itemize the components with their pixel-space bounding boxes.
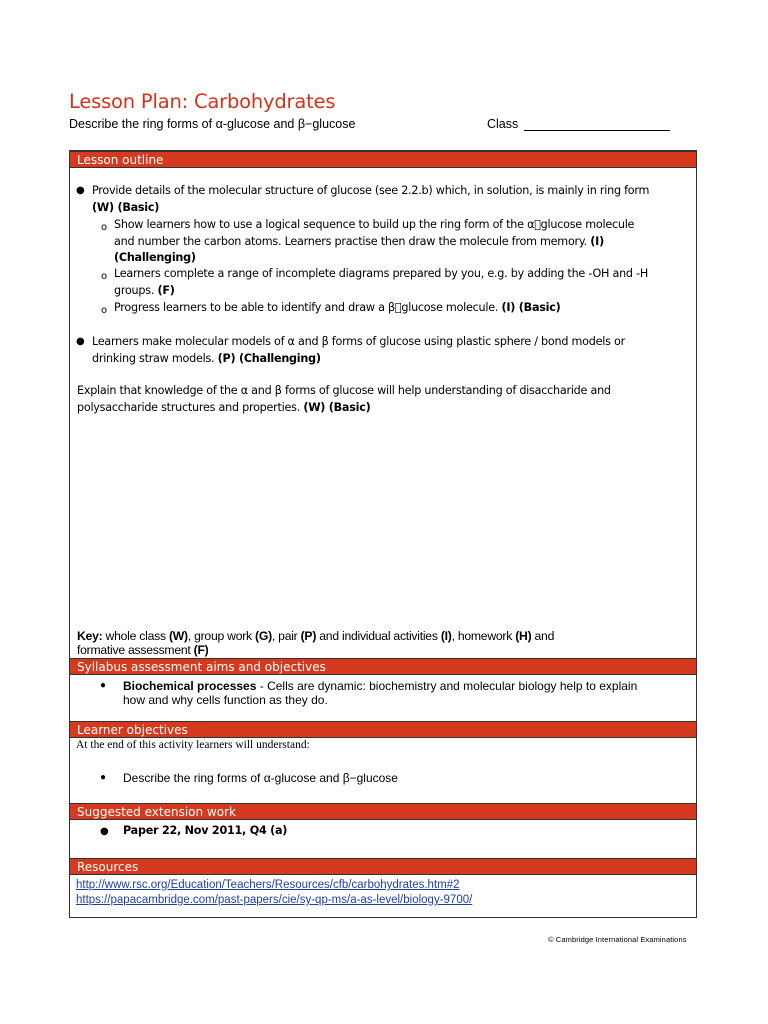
lesson-subtitle: Describe the ring forms of α-glucose and β−glucose (69, 117, 356, 131)
lesson-plan-table (69, 150, 697, 918)
outline-sub-2: Learners complete a range of incomplete diagrams prepared by you, e.g. by adding the -OH and -H groups. (F) (114, 267, 649, 297)
circle-bullet-icon: o (101, 305, 107, 316)
objectives-intro: At the end of this activity learners will understand: (76, 739, 310, 751)
lesson-outline-heading: Lesson outline (70, 151, 696, 168)
extension-body (70, 820, 696, 856)
bullet-icon: ● (100, 826, 109, 837)
bullet-icon: ● (100, 680, 107, 691)
syllabus-body (70, 675, 696, 720)
activity-key: Key: whole class (W), group work (G), pair (P) and individual activities (I), homework (H) and formative assessment (F) (77, 629, 555, 657)
page-title: Lesson Plan: Carbohydrates (69, 90, 336, 113)
class-input-line[interactable] (524, 130, 670, 131)
resource-link-papacambridge[interactable]: https://papacambridge.com/past-papers/cie/sy-qp-ms/a-as-level/biology-9700/ (76, 894, 473, 906)
outline-sub-1: Show learners how to use a logical sequence to build up the ring form of the α glucose molecule and number the carbon atoms. Learners practise then draw the molecule from memory. (I) (Challenging) (114, 218, 635, 264)
copyright-footer: © Cambridge International Examinations (548, 935, 687, 944)
objective-item: Describe the ring forms of α-glucose and β−glucose (123, 771, 398, 785)
learner-objectives-body (70, 738, 696, 802)
extension-heading: Suggested extension work (70, 803, 696, 820)
bullet-icon: ● (76, 185, 85, 196)
lesson-outline-body (70, 168, 696, 658)
resources-heading: Resources (70, 858, 696, 875)
outline-sub-3: Progress learners to be able to identify and draw a β glucose molecule. (I) (Basic) (114, 301, 561, 314)
syllabus-heading: Syllabus assessment aims and objectives (70, 658, 696, 675)
outline-bullet-2: Learners make molecular models of α and β forms of glucose using plastic sphere / bond models or drinking straw models. (P) (Challenging) (92, 335, 625, 365)
circle-bullet-icon: o (101, 222, 107, 233)
bullet-icon: ● (76, 336, 85, 347)
bullet-icon: ● (100, 772, 107, 783)
resources-body (70, 875, 696, 917)
outline-paragraph: Explain that knowledge of the α and β forms of glucose will help understanding of disaccharide and polysaccharide structures and properties. (W) (Basic) (77, 384, 611, 414)
resource-link-rsc[interactable]: http://www.rsc.org/Education/Teachers/Resources/cfb/carbohydrates.htm#2 (76, 879, 460, 891)
learner-objectives-heading: Learner objectives (70, 721, 696, 738)
outline-bullet-1: Provide details of the molecular structure of glucose (see 2.2.b) which, in solution, is mainly in ring form (W) (Basic) (92, 184, 650, 214)
extension-item: Paper 22, Nov 2011, Q4 (a) (123, 824, 288, 837)
circle-bullet-icon: o (101, 271, 107, 282)
syllabus-item: Biochemical processes - Cells are dynamic: biochemistry and molecular biology help to explain how and why cells function as they do. (123, 679, 638, 707)
class-label: Class (487, 117, 519, 131)
